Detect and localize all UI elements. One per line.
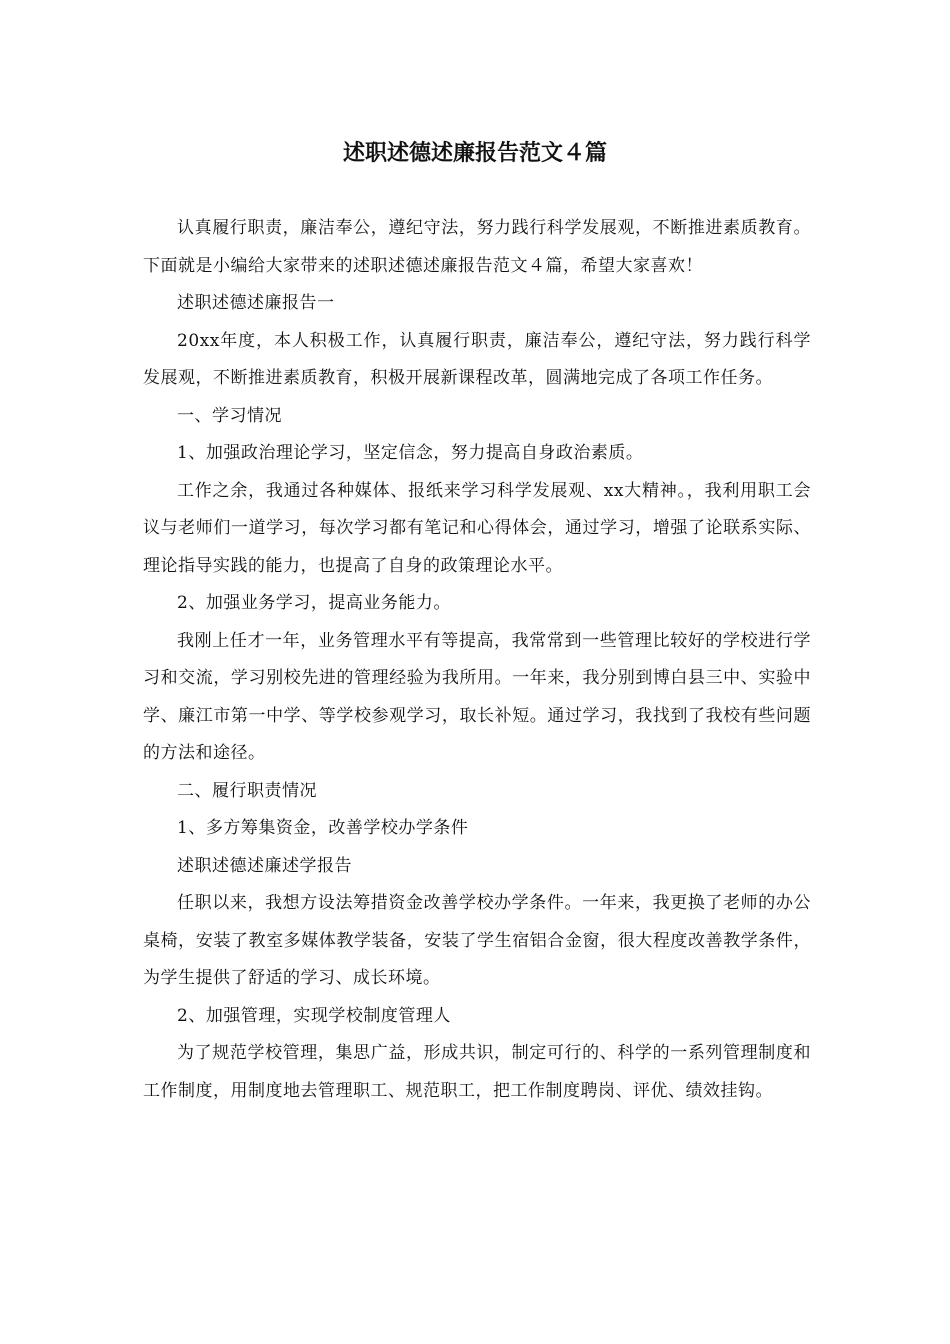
paragraph-annual-summary: 20xx年度，本人积极工作，认真履行职责，廉洁奉公，遵纪守法，努力践行科学发展观，不断推进素质教育，积极开展新课程改革，圆满地完成了各项工作任务。 (143, 330, 811, 388)
paragraph-business-study: 我刚上任才一年，业务管理水平有等提高，我常常到一些管理比较好的学校进行学习和交流，学习别校先进的管理经验为我所用。一年来，我分别到博白县三中、实验中学、廉江市第一中学、等学校参观学习，取长补短。通过学习，我找到了我校有些问题的方法和途径。 (143, 630, 811, 763)
paragraph-political-study: 工作之余，我通过各种媒体、报纸来学习科学发展观、xx大精神。，我利用职工会议与老师们一道学习，每次学习都有笔记和心得体会，通过学习，增强了论联系实际、理论指导实践的能力，也提高了自身的政策理论水平。 (143, 480, 811, 576)
subheading-funding: 1、多方筹集资金，改善学校办学条件 (177, 818, 469, 838)
document-title: 述职述德述廉报告范文４篇 (342, 141, 607, 166)
subheading-report-title: 述职述德述廉述学报告 (177, 855, 352, 876)
subheading-business-study: 2、加强业务学习，提高业务能力。 (177, 593, 451, 613)
subheading-political-study: 1、加强政治理论学习，坚定信念，努力提高自身政治素质。 (177, 443, 644, 463)
document-body (143, 210, 811, 1110)
section-heading-duties: 二、履行职责情况 (177, 780, 317, 801)
section-heading-study: 一、学习情况 (177, 405, 282, 426)
paragraph-funding: 任职以来，我想方设法筹措资金改善学校办学条件。一年来，我更换了老师的办公桌椅，安装了教室多媒体教学装备，安装了学生宿铝合金窗，很大程度改善教学条件，为学生提供了舒适的学习、成长环境。 (143, 893, 811, 988)
section-heading-report-one: 述职述德述廉报告一 (177, 293, 335, 313)
paragraph-intro: 认真履行职责，廉洁奉公，遵纪守法，努力践行科学发展观，不断推进素质教育。下面就是小编给大家带来的述职述德述廉报告范文４篇，希望大家喜欢！ (143, 218, 811, 276)
paragraph-management: 为了规范学校管理，集思广益，形成共识，制定可行的、科学的一系列管理制度和工作制度，用制度地去管理职工、规范职工，把工作制度聘岗、评优、绩效挂钩。 (143, 1043, 811, 1101)
subheading-management: 2、加强管理，实现学校制度管理人 (177, 1005, 451, 1026)
